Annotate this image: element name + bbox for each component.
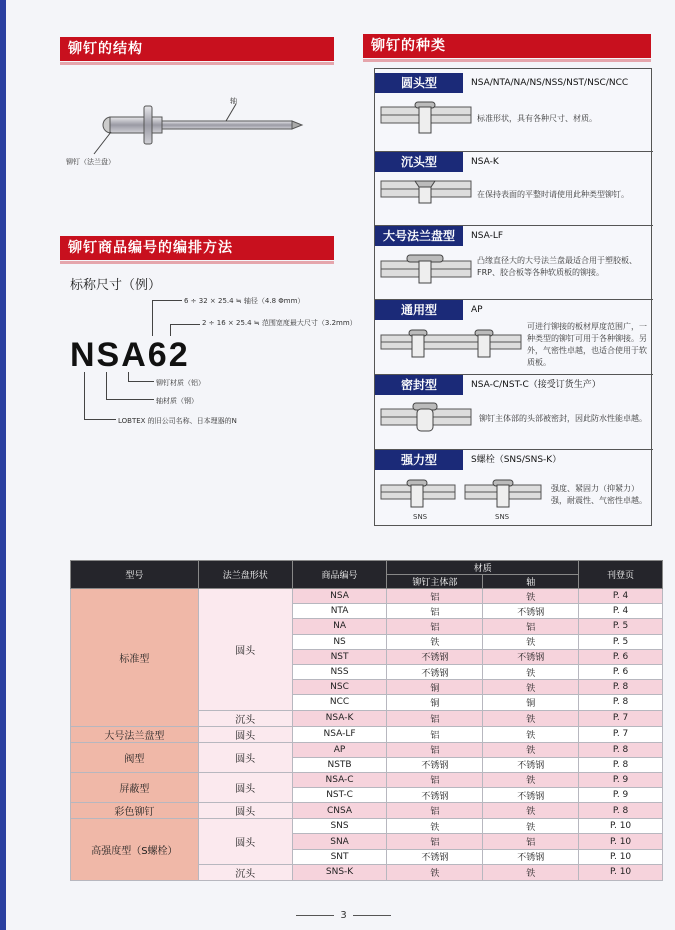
product-table bbox=[70, 560, 663, 881]
code-cell: NTA bbox=[292, 604, 387, 619]
page-cell: P. 9 bbox=[579, 772, 663, 787]
body-cell: 铁 bbox=[387, 819, 483, 834]
model-cell: 阀型 bbox=[71, 742, 199, 772]
page-cell: P. 10 bbox=[579, 849, 663, 864]
flange-shape-cell: 圆头 bbox=[198, 819, 292, 865]
type-name: 大号法兰盘型 bbox=[375, 226, 463, 246]
type-header-universal bbox=[375, 299, 653, 319]
type-header-countersunk bbox=[375, 151, 653, 171]
shaft-cell: 铁 bbox=[483, 819, 579, 834]
type-codes: NSA-LF bbox=[471, 231, 504, 241]
flange-shape-cell: 沉头 bbox=[198, 710, 292, 726]
page-cell: P. 8 bbox=[579, 695, 663, 710]
page-cell: P. 5 bbox=[579, 619, 663, 634]
page-cell: P. 8 bbox=[579, 680, 663, 695]
table-row bbox=[71, 726, 663, 742]
table-row bbox=[71, 819, 663, 834]
header-code: 商品编号 bbox=[292, 561, 387, 589]
code-cell: NA bbox=[292, 619, 387, 634]
type-description: 凸缘直径大的大号法兰盘最适合用于塑胶板、FRP、胶合板等各种软质板的铆接。 bbox=[477, 256, 637, 277]
table-row bbox=[71, 803, 663, 819]
type-header-strong bbox=[375, 449, 653, 469]
body-cell: 铝 bbox=[387, 710, 483, 726]
rivet-countersunk-icon bbox=[379, 175, 475, 205]
body-cell: 铁 bbox=[387, 634, 483, 649]
note-shaft-diameter: 6 ÷ 32 × 25.4 ≒ 轴径（4.8 Φmm） bbox=[184, 297, 305, 305]
flange-shape-cell: 圆头 bbox=[198, 803, 292, 819]
note-rivet-material: 铆钉材质（铝） bbox=[156, 379, 205, 387]
type-name: 沉头型 bbox=[375, 152, 463, 172]
type-codes: NSA-K bbox=[471, 157, 499, 167]
shaft-cell: 不锈钢 bbox=[483, 788, 579, 803]
flange-shape-cell: 沉头 bbox=[198, 864, 292, 880]
page-cell: P. 6 bbox=[579, 664, 663, 679]
code-cell: NSA bbox=[292, 589, 387, 604]
model-cell: 高强度型（S螺栓） bbox=[71, 819, 199, 881]
body-cell: 铝 bbox=[387, 589, 483, 604]
body-cell: 铝 bbox=[387, 772, 483, 787]
code-cell: AP bbox=[292, 742, 387, 757]
rivet-flange-label: 铆钉（法兰盘） bbox=[66, 158, 115, 166]
type-codes: NSA-C/NST-C（接受订货生产） bbox=[471, 380, 601, 390]
page-cell: P. 8 bbox=[579, 757, 663, 772]
type-header-sealed bbox=[375, 374, 653, 394]
page-cell: P. 8 bbox=[579, 803, 663, 819]
code-cell: SNT bbox=[292, 849, 387, 864]
code-cell: NSA-C bbox=[292, 772, 387, 787]
rivet-universal-icon bbox=[379, 325, 525, 359]
type-description: 可进行铆接的板材厚度范围广，一种类型的铆钉可用于各种铆接。另外，气密性卓越，也适合使用于软质板。 bbox=[527, 322, 647, 367]
shaft-cell: 铁 bbox=[483, 710, 579, 726]
page-number: 3 bbox=[340, 910, 347, 921]
section-title-numbering: 铆钉商品编号的编排方法 bbox=[60, 236, 334, 260]
body-cell: 不锈钢 bbox=[387, 849, 483, 864]
page-cell: P. 4 bbox=[579, 589, 663, 604]
body-cell: 铝 bbox=[387, 834, 483, 849]
shaft-cell: 不锈钢 bbox=[483, 649, 579, 664]
body-cell: 铜 bbox=[387, 680, 483, 695]
type-description: 强度、紧固力（抑紧力）强，耐震性、气密性卓越。 bbox=[551, 484, 647, 505]
flange-shape-cell: 圆头 bbox=[198, 726, 292, 742]
shaft-cell: 铁 bbox=[483, 680, 579, 695]
section-title-structure: 铆钉的结构 bbox=[60, 37, 334, 61]
header-model: 型号 bbox=[71, 561, 199, 589]
header-page: 刊登页 bbox=[579, 561, 663, 589]
shaft-cell: 铁 bbox=[483, 772, 579, 787]
body-cell: 不锈钢 bbox=[387, 649, 483, 664]
type-codes: NSA/NTA/NA/NS/NSS/NST/NSC/NCC bbox=[471, 78, 629, 88]
table-row bbox=[71, 589, 663, 604]
body-cell: 铝 bbox=[387, 803, 483, 819]
page-cell: P. 9 bbox=[579, 788, 663, 803]
model-cell: 大号法兰盘型 bbox=[71, 726, 199, 742]
sns-image-label: SNS bbox=[495, 513, 510, 521]
code-cell: NSA-LF bbox=[292, 726, 387, 742]
page-cell: P. 5 bbox=[579, 634, 663, 649]
page-cell: P. 10 bbox=[579, 819, 663, 834]
code-cell: NS bbox=[292, 634, 387, 649]
type-codes: S螺栓（SNS/SNS-K） bbox=[471, 455, 562, 465]
header-flange: 法兰盘形状 bbox=[198, 561, 292, 589]
type-header-round bbox=[375, 73, 653, 93]
type-description: 在保持表面的平整时请使用此种类型铆钉。 bbox=[477, 190, 629, 199]
note-shaft-material: 轴材质（钢） bbox=[156, 397, 198, 405]
page-footer bbox=[6, 910, 675, 921]
note-company-n: LOBTEX 的旧公司名称、日本理器的N bbox=[118, 417, 237, 425]
code-cell: NSA-K bbox=[292, 710, 387, 726]
shaft-cell: 铁 bbox=[483, 634, 579, 649]
type-name: 圆头型 bbox=[375, 73, 463, 93]
product-code-example: NSA62 bbox=[70, 336, 190, 374]
leader-line-2 bbox=[170, 324, 200, 336]
header-material: 材质 bbox=[387, 561, 579, 575]
type-header-large-flange bbox=[375, 225, 653, 245]
header-body: 铆钉主体部 bbox=[387, 575, 483, 589]
leader-line-n bbox=[84, 372, 116, 420]
code-cell: NSS bbox=[292, 664, 387, 679]
shaft-label: 轴 bbox=[230, 97, 237, 105]
code-cell: NCC bbox=[292, 695, 387, 710]
shaft-cell: 不锈钢 bbox=[483, 604, 579, 619]
shaft-cell: 铁 bbox=[483, 803, 579, 819]
rivet-large-flange-icon bbox=[379, 251, 475, 285]
type-description: 标准形状，具有各种尺寸、材质。 bbox=[477, 114, 597, 123]
page-cell: P. 10 bbox=[579, 864, 663, 880]
table-row bbox=[71, 742, 663, 757]
page-cell: P. 7 bbox=[579, 710, 663, 726]
code-cell: SNS bbox=[292, 819, 387, 834]
model-cell: 屏蔽型 bbox=[71, 772, 199, 802]
header-shaft: 轴 bbox=[483, 575, 579, 589]
type-name: 通用型 bbox=[375, 300, 463, 320]
shaft-cell: 铝 bbox=[483, 834, 579, 849]
rivet-strong-icon bbox=[379, 477, 549, 511]
flange-shape-cell: 圆头 bbox=[198, 589, 292, 711]
flange-shape-cell: 圆头 bbox=[198, 772, 292, 802]
code-cell: SNA bbox=[292, 834, 387, 849]
body-cell: 铜 bbox=[387, 695, 483, 710]
type-name: 强力型 bbox=[375, 450, 463, 470]
shaft-cell: 铁 bbox=[483, 726, 579, 742]
shaft-cell: 铜 bbox=[483, 695, 579, 710]
rivet-round-head-icon bbox=[379, 99, 475, 135]
body-cell: 不锈钢 bbox=[387, 757, 483, 772]
page-cell: P. 7 bbox=[579, 726, 663, 742]
model-cell: 彩色铆钉 bbox=[71, 803, 199, 819]
shaft-cell: 铁 bbox=[483, 742, 579, 757]
code-cell: NSTB bbox=[292, 757, 387, 772]
shaft-cell: 铝 bbox=[483, 619, 579, 634]
type-codes: AP bbox=[471, 305, 483, 315]
body-cell: 铝 bbox=[387, 619, 483, 634]
shaft-cell: 不锈钢 bbox=[483, 849, 579, 864]
rivet-types-panel bbox=[374, 68, 652, 526]
code-cell: NST bbox=[292, 649, 387, 664]
flange-shape-cell: 圆头 bbox=[198, 742, 292, 772]
code-cell: CNSA bbox=[292, 803, 387, 819]
note-range-width: 2 ÷ 16 × 25.4 ≒ 范围宽度最大尺寸（3.2mm） bbox=[202, 319, 357, 327]
page-cell: P. 6 bbox=[579, 649, 663, 664]
rivet-sealed-icon bbox=[379, 399, 475, 433]
shaft-cell: 铁 bbox=[483, 664, 579, 679]
page-cell: P. 4 bbox=[579, 604, 663, 619]
type-description: 铆钉主体部的头部被密封，因此防水性能卓越。 bbox=[479, 414, 647, 423]
body-cell: 铝 bbox=[387, 742, 483, 757]
shaft-cell: 铁 bbox=[483, 864, 579, 880]
sns-image-label: SNS bbox=[413, 513, 428, 521]
model-cell: 标准型 bbox=[71, 589, 199, 727]
shaft-cell: 铁 bbox=[483, 589, 579, 604]
body-cell: 不锈钢 bbox=[387, 788, 483, 803]
shaft-cell: 不锈钢 bbox=[483, 757, 579, 772]
body-cell: 铝 bbox=[387, 726, 483, 742]
code-cell: NST-C bbox=[292, 788, 387, 803]
body-cell: 铝 bbox=[387, 604, 483, 619]
page-cell: P. 8 bbox=[579, 742, 663, 757]
body-cell: 不锈钢 bbox=[387, 664, 483, 679]
body-cell: 铁 bbox=[387, 864, 483, 880]
table-row bbox=[71, 772, 663, 787]
type-name: 密封型 bbox=[375, 375, 463, 395]
page-cell: P. 10 bbox=[579, 834, 663, 849]
code-cell: NSC bbox=[292, 680, 387, 695]
nominal-size-label: 标称尺寸（例） bbox=[70, 278, 162, 293]
code-cell: SNS-K bbox=[292, 864, 387, 880]
section-title-types: 铆钉的种类 bbox=[363, 34, 651, 58]
